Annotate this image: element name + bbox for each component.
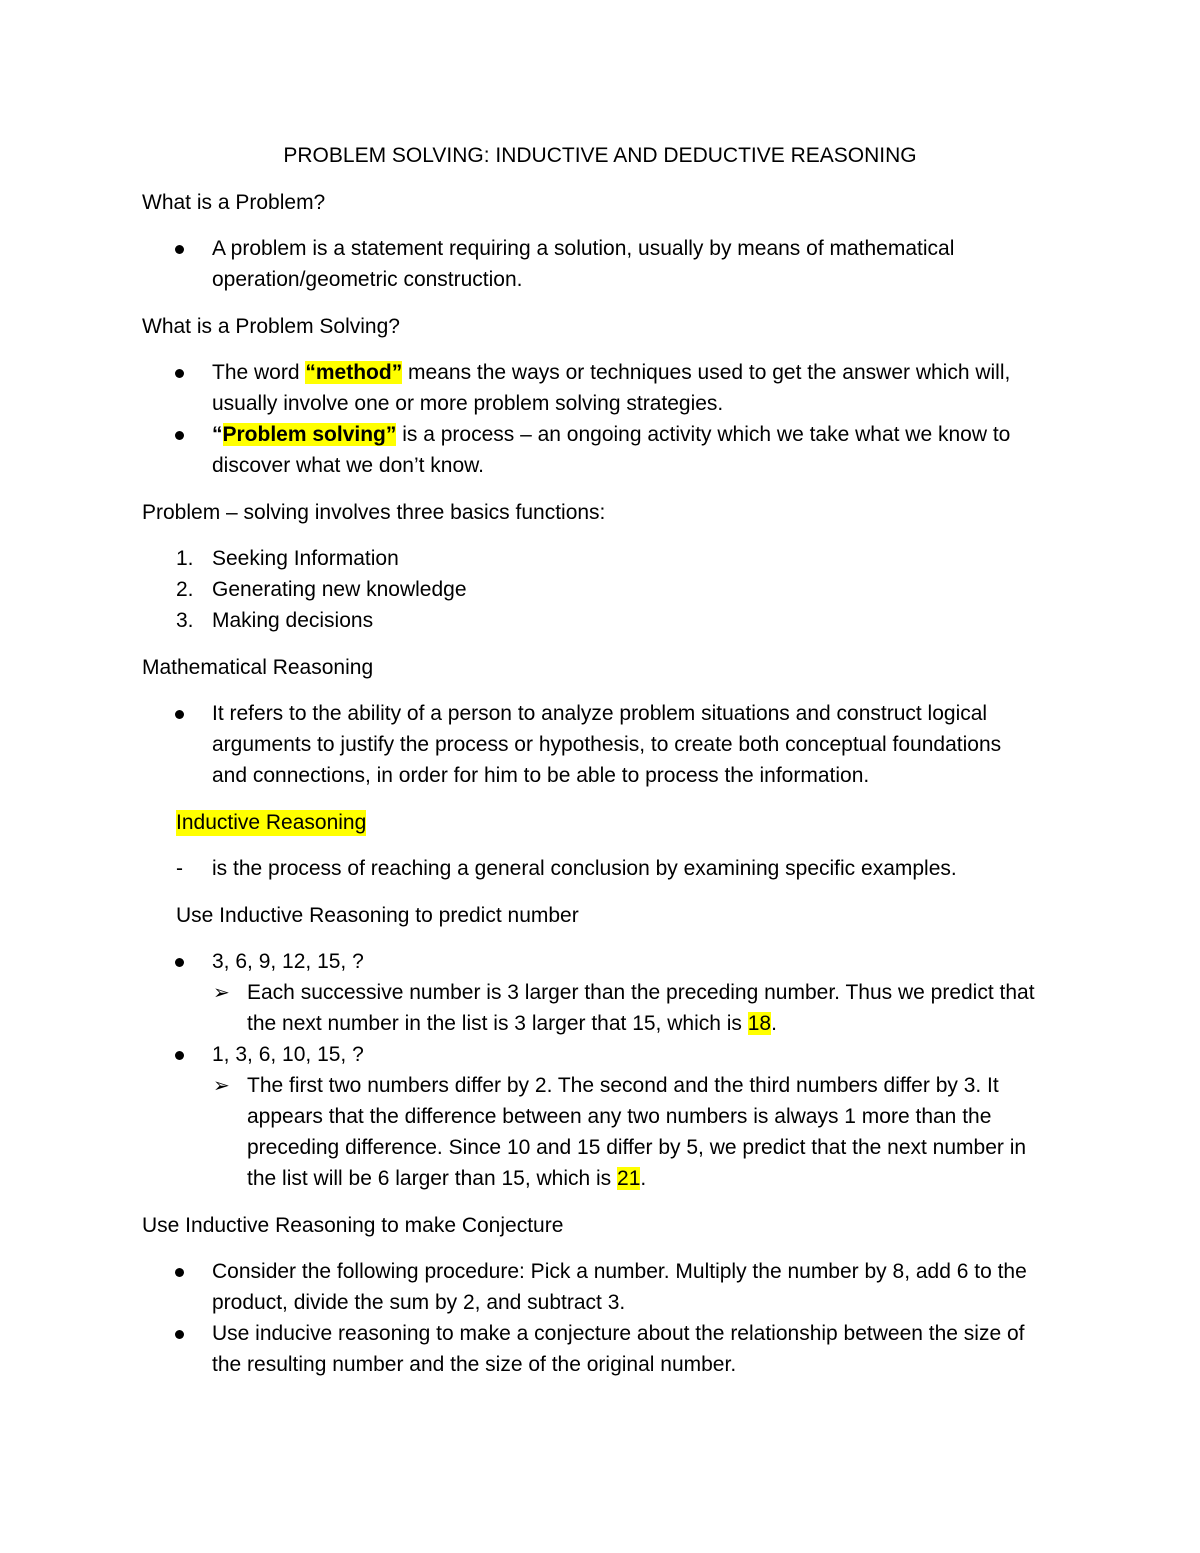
paragraph-line: preceding difference. Since 10 and 15 differ by 5, we predict that the next number in bbox=[247, 1136, 1027, 1159]
answer-highlight: 18 bbox=[747, 1012, 772, 1035]
bullet-icon bbox=[175, 369, 184, 378]
sequence-2: 1, 3, 6, 10, 15, ? bbox=[212, 1043, 364, 1066]
answer-highlight: 21 bbox=[617, 1167, 641, 1190]
text-run: the list will be 6 larger than 15, which is bbox=[247, 1167, 618, 1190]
paragraph-line: usually involve one or more problem solving strategies. bbox=[212, 392, 724, 415]
paragraph-line: is the process of reaching a general conclusion by examining specific examples. bbox=[212, 857, 957, 880]
paragraph-line: product, divide the sum by 2, and subtract 3. bbox=[212, 1291, 626, 1314]
highlighted-term-problem-solving: Problem solving” bbox=[222, 423, 397, 446]
bullet-icon bbox=[175, 431, 184, 440]
paragraph-line: Each successive number is 3 larger than the preceding number. Thus we predict that bbox=[247, 981, 1035, 1004]
heading-what-is-problem: What is a Problem? bbox=[142, 191, 326, 214]
paragraph-line: arguments to justify the process or hypothesis, to create both conceptual foundations bbox=[212, 733, 1002, 756]
text-run: the next number in the list is 3 larger that 15, which is bbox=[247, 1012, 748, 1035]
text-run: . bbox=[771, 1012, 777, 1035]
paragraph-line bbox=[212, 422, 1010, 448]
paragraph-line: It refers to the ability of a person to analyze problem situations and construct logical bbox=[212, 702, 988, 725]
list-number: 2. bbox=[176, 578, 194, 601]
paragraph-line: and connections, in order for him to be able to process the information. bbox=[212, 764, 870, 787]
heading-inductive-reasoning: Inductive Reasoning bbox=[176, 811, 367, 834]
bullet-icon bbox=[175, 710, 184, 719]
highlighted-term-method: “method” bbox=[305, 361, 403, 384]
list-number: 3. bbox=[176, 609, 194, 632]
text-run: The word bbox=[212, 361, 306, 384]
heading-make-conjecture: Use Inductive Reasoning to make Conjecture bbox=[142, 1214, 564, 1237]
dash-marker: - bbox=[176, 857, 183, 880]
paragraph-line: The first two numbers differ by 2. The second and the third numbers differ by 3. It bbox=[247, 1074, 999, 1097]
text-run: means the ways or techniques used to get the answer which will, bbox=[402, 361, 1011, 384]
paragraph-line: Use inducive reasoning to make a conjecture about the relationship between the size of bbox=[212, 1322, 1025, 1345]
bullet-icon bbox=[175, 1330, 184, 1339]
paragraph-line bbox=[212, 360, 1010, 386]
list-item: Seeking Information bbox=[212, 547, 399, 570]
paragraph-line: Consider the following procedure: Pick a number. Multiply the number by 8, add 6 to the bbox=[212, 1260, 1027, 1283]
text-run: . bbox=[640, 1167, 647, 1190]
heading-mathematical-reasoning: Mathematical Reasoning bbox=[142, 656, 374, 679]
paragraph-line bbox=[247, 1166, 646, 1192]
paragraph-line: discover what we don’t know. bbox=[212, 454, 484, 477]
paragraph-line bbox=[247, 1011, 777, 1037]
paragraph-line: the resulting number and the size of the original number. bbox=[212, 1353, 737, 1376]
page-title: PROBLEM SOLVING: INDUCTIVE AND DEDUCTIVE REASONING bbox=[283, 144, 917, 167]
bullet-icon bbox=[175, 958, 184, 967]
heading-three-functions: Problem – solving involves three basics functions: bbox=[142, 501, 606, 524]
bullet-icon bbox=[175, 1051, 184, 1060]
heading-what-is-problem-solving: What is a Problem Solving? bbox=[142, 315, 400, 338]
sequence-1: 3, 6, 9, 12, 15, ? bbox=[212, 950, 364, 973]
arrow-bullet-icon: ➢ bbox=[213, 1075, 230, 1097]
text-run: is a process – an ongoing activity which we take what we know to bbox=[396, 423, 1011, 446]
list-item: Generating new knowledge bbox=[212, 578, 467, 601]
paragraph-line: appears that the difference between any two numbers is always 1 more than the bbox=[247, 1105, 992, 1128]
bullet-icon bbox=[175, 1268, 184, 1277]
bullet-icon bbox=[175, 245, 184, 254]
list-number: 1. bbox=[176, 547, 194, 570]
subheading-predict-number: Use Inductive Reasoning to predict number bbox=[176, 904, 579, 927]
arrow-bullet-icon: ➢ bbox=[213, 982, 230, 1004]
paragraph-line: operation/geometric construction. bbox=[212, 268, 523, 291]
list-item: Making decisions bbox=[212, 609, 374, 632]
text-run: “ bbox=[212, 423, 223, 446]
paragraph-line: A problem is a statement requiring a solution, usually by means of mathematical bbox=[212, 237, 955, 260]
